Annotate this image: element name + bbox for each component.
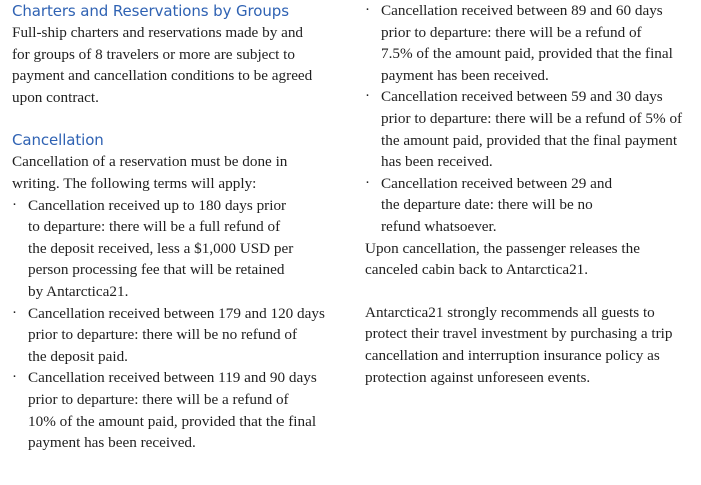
bullet-icon: · — [365, 174, 370, 191]
text-line: cancellation and interruption insurance policy as — [365, 346, 660, 364]
text-line: prior to departure: there will be a refund of — [28, 390, 289, 408]
text-line: prior to departure: there will be a refund of 5% of — [381, 109, 683, 127]
text-line: Antarctica21 strongly recommends all guests to — [365, 303, 655, 321]
bullet-icon: · — [365, 88, 370, 105]
text-line: the deposit paid. — [28, 347, 128, 365]
groups-heading: Charters and Reservations by Groups — [12, 2, 289, 20]
cancellation-intro — [12, 151, 347, 194]
text-line: the amount paid, provided that the final payment — [381, 131, 678, 149]
bullet-item — [12, 195, 347, 303]
text-line: Cancellation received between 179 and 120 days — [28, 304, 325, 322]
text-line: prior to departure: there will be a refund of — [381, 23, 642, 41]
text-line: upon contract. — [12, 88, 99, 106]
text-line: Cancellation received between 29 and — [381, 174, 613, 192]
text-line: payment and cancellation conditions to be agreed — [12, 67, 313, 85]
section-gap — [365, 281, 695, 302]
text-line: Cancellation received up to 180 days prior — [28, 196, 287, 214]
groups-section — [12, 0, 347, 108]
text-line: payment has been received. — [28, 434, 196, 452]
bullet-icon: · — [12, 369, 17, 386]
text-line: refund whatsoever. — [381, 217, 497, 235]
text-line: Full-ship charters and reservations made by and — [12, 24, 304, 41]
release-paragraph — [365, 238, 695, 281]
bullet-icon: · — [12, 304, 17, 321]
right-column — [365, 0, 695, 388]
bullet-icon: · — [12, 196, 17, 213]
text-line: 10% of the amount paid, provided that the final — [28, 412, 317, 430]
bullet-item — [12, 303, 347, 368]
text-line: protection against unforeseen events. — [365, 368, 591, 386]
text-line: to departure: there will be a full refund of — [28, 218, 281, 236]
bullet-item — [365, 86, 695, 172]
cancellation-section — [12, 129, 347, 453]
text-line: writing. The following terms will apply: — [12, 174, 257, 192]
text-line: canceled cabin back to Antarctica21. — [365, 261, 589, 279]
text-line: Cancellation received between 119 and 90 days — [28, 369, 317, 387]
insurance-paragraph — [365, 302, 695, 388]
text-line: the departure date: there will be no — [381, 196, 593, 214]
bullet-item — [12, 367, 347, 453]
text-line: has been received. — [381, 153, 493, 171]
text-line: protect their travel investment by purchasing a trip — [365, 325, 673, 343]
text-line: the deposit received, less a $1,000 USD per — [28, 239, 294, 257]
text-line: prior to departure: there will be no refund of — [28, 326, 298, 344]
bullet-icon: · — [365, 2, 370, 18]
text-line: by Antarctica21. — [28, 282, 129, 300]
left-column — [12, 0, 347, 454]
text-line: Cancellation of a reservation must be done in — [12, 153, 288, 171]
bullet-item — [365, 0, 695, 86]
groups-paragraph — [12, 22, 347, 108]
section-gap — [12, 108, 347, 129]
text-line: 7.5% of the amount paid, provided that the final — [381, 45, 673, 63]
text-line: person processing fee that will be retained — [28, 261, 285, 279]
text-line: Cancellation received between 89 and 60 days — [381, 2, 663, 19]
bullet-item — [365, 173, 695, 238]
text-line: Upon cancellation, the passenger releases the — [365, 239, 640, 257]
text-line: payment has been received. — [381, 66, 549, 84]
text-line: Cancellation received between 59 and 30 days — [381, 88, 663, 106]
cancellation-heading: Cancellation — [12, 131, 104, 150]
text-line: for groups of 8 travelers or more are subject to — [12, 45, 295, 63]
